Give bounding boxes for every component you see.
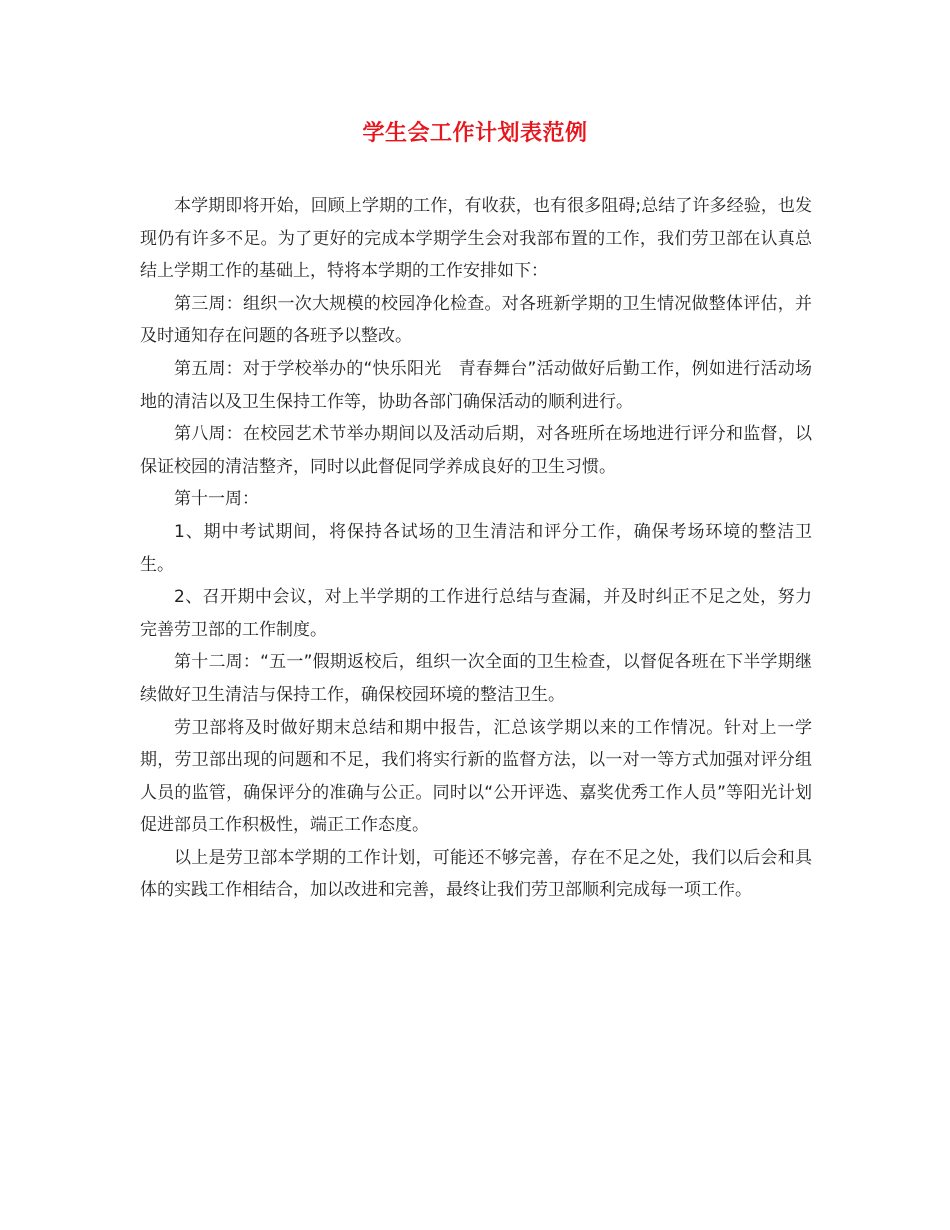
paragraph-week-3: 第三周：组织一次大规模的校园净化检查。对各班新学期的卫生情况做整体评估，并及时通知存在问题的各班予以整改。 bbox=[140, 293, 812, 347]
paragraph-week-11-item-2: 2、召开期中会议，对上半学期的工作进行总结与查漏，并及时纠正不足之处，努力完善劳卫部的工作制度。 bbox=[140, 587, 812, 640]
paragraph-conclusion: 以上是劳卫部本学期的工作计划，可能还不够完善，存在不足之处，我们以后会和具体的实践工作相结合，加以改进和完善，最终让我们劳卫部顺利完成每一项工作。 bbox=[140, 847, 812, 901]
paragraph-week-12: 第十二周：“五一”假期返校后，组织一次全面的卫生检查，以督促各班在下半学期继续做好卫生清洁与保持工作，确保校园环境的整洁卫生。 bbox=[140, 652, 812, 705]
paragraph-week-11-item-1: 1、期中考试期间，将保持各试场的卫生清洁和评分工作，确保考场环境的整洁卫生。 bbox=[140, 521, 812, 575]
paragraph-intro: 本学期即将开始，回顾上学期的工作，有收获，也有很多阻碍;总结了许多经验，也发现仍有许多不足。为了更好的完成本学期学生会对我部布置的工作，我们劳卫部在认真总结上学期工作的基础上，特将本学期的工作安排如下： bbox=[140, 196, 812, 282]
document-title: 学生会工作计划表范例 bbox=[362, 121, 588, 146]
document-body bbox=[140, 190, 812, 907]
paragraph-week-8: 第八周：在校园艺术节举办期间以及活动后期，对各班所在场地进行评分和监督，以保证校园的清洁整齐，同时以此督促同学养成良好的卫生习惯。 bbox=[140, 424, 812, 477]
paragraph-week-11-heading: 第十一周： bbox=[174, 489, 259, 510]
paragraph-summary: 劳卫部将及时做好期末总结和期中报告，汇总该学期以来的工作情况。针对上一学期，劳卫部出现的问题和不足，我们将实行新的监督方法，以一对一等方式加强对评分组人员的监管，确保评分的准确与公正。同时以“公开评选、嘉奖优秀工作人员”等阳光计划促进部员工作积极性，端正工作态度。 bbox=[140, 717, 812, 836]
paragraph-week-5: 第五周：对于学校举办的“快乐阳光 青春舞台”活动做好后勤工作，例如进行活动场地的清洁以及卫生保持工作等，协助各部门确保活动的顺利进行。 bbox=[140, 358, 812, 412]
